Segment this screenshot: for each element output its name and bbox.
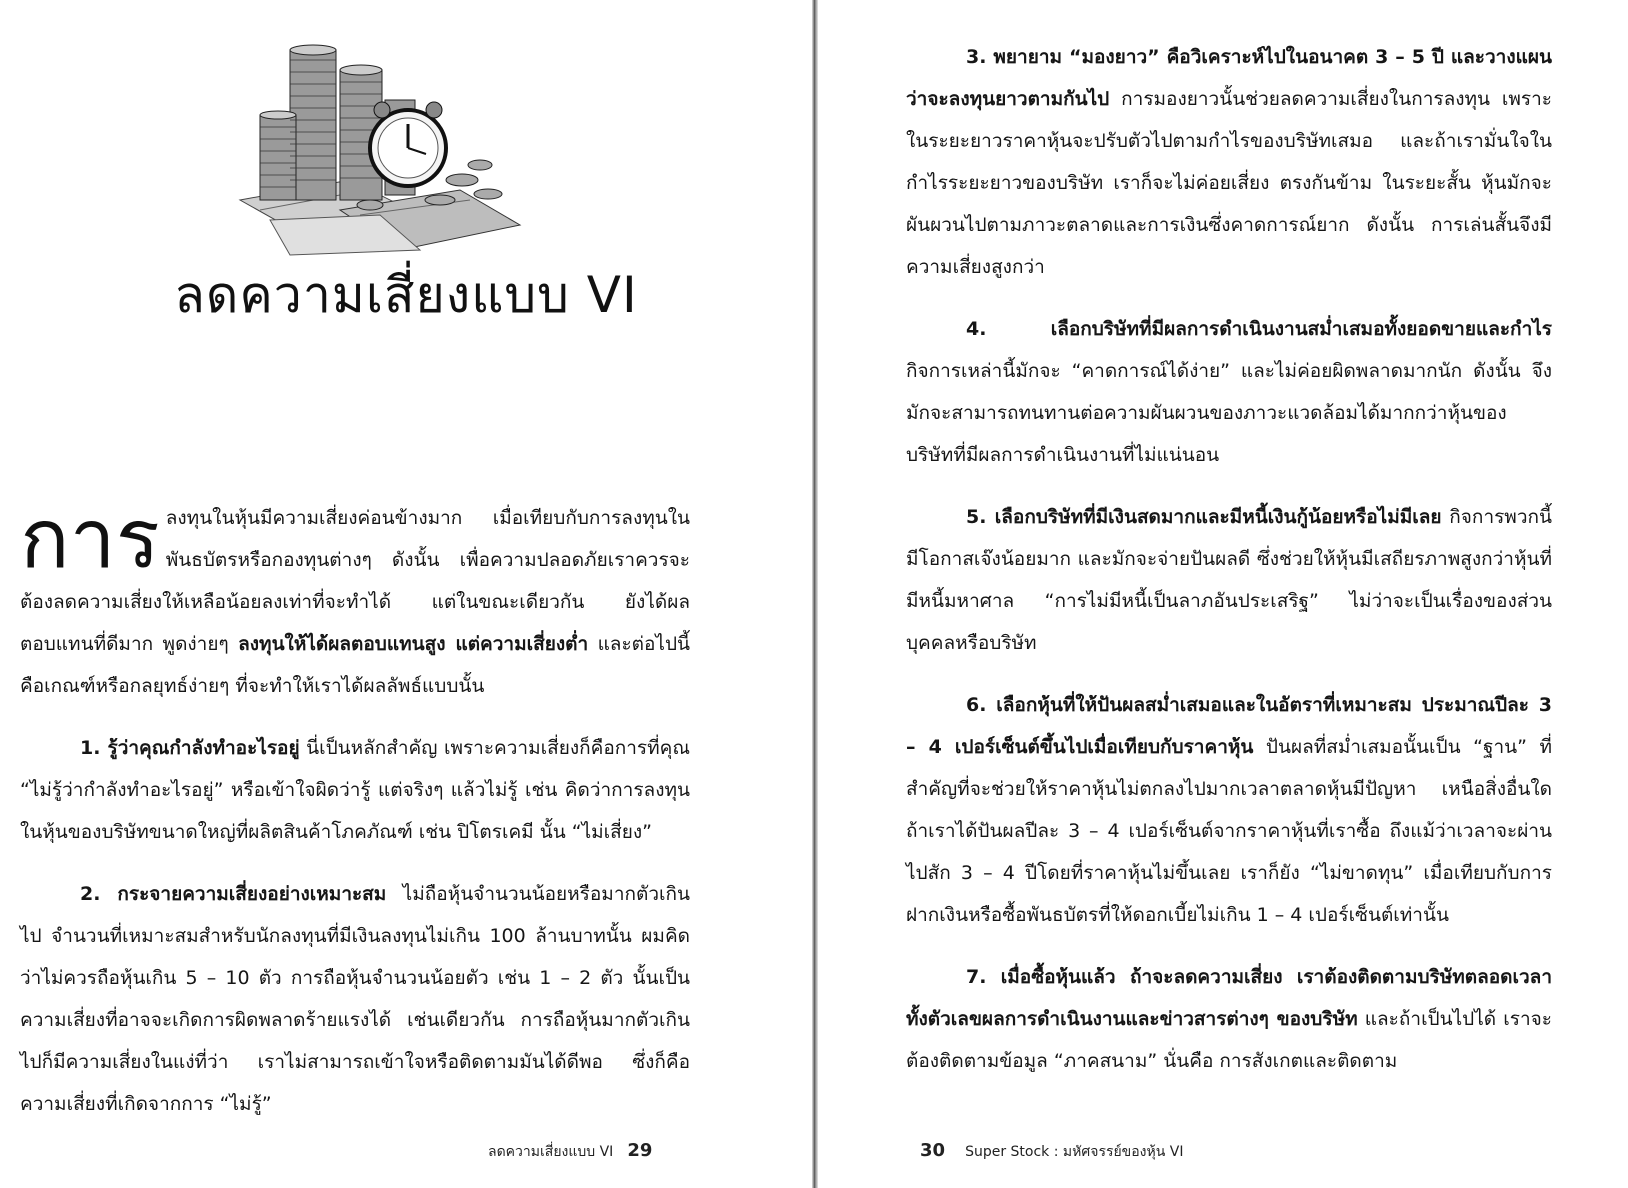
item-5: [906, 496, 1552, 664]
right-footer: [920, 1140, 1183, 1163]
item-4: [906, 308, 1552, 476]
item-3-text: การมองยาวนั้นช่วยลดความเสี่ยงในการลงทุน เพราะในระยะยาวราคาหุ้นจะปรับตัวไปตามกำไรของบริษัทเสมอ และถ้าเรามั่นใจในกำไรระยะยาวของบริษัท เราก็จะไม่ค่อยเสี่ยง ตรงกันข้าม ในระยะสั้น หุ้นมักจะผันผวนไปตามภาวะตลาดและการเงินซึ่งคาดการณ์ยาก ดังนั้น การเล่นสั้นจึงมีความเสี่ยงสูงกว่า: [906, 88, 1552, 278]
item-2-heading: 2. กระจายความเสี่ยงอย่างเหมาะสม: [80, 883, 387, 905]
item-7-heading: 7. เมื่อซื้อหุ้นแล้ว ถ้าจะลดความเสี่ยง เราต้องติดตามบริษัทตลอดเวลา ทั้งตัวเลขผลการดำเนินงานและข่าวสารต่างๆ ของบริษัท: [906, 966, 1552, 1030]
item-3-heading: 3. พยายาม “มองยาว” คือวิเคราะห์ไปในอนาคต 3 – 5 ปี และวางแผนว่าจะลงทุนยาวตามกันไป: [906, 46, 1552, 110]
coins-clock-illustration: [230, 30, 530, 260]
item-3: [906, 36, 1552, 288]
intro-paragraph: [20, 492, 691, 707]
left-body: [20, 492, 691, 1125]
chapter-title: ลดความเสี่ยงแบบ VI: [174, 266, 638, 324]
item-6-heading: 6. เลือกหุ้นที่ให้ปันผลสม่ำเสมอและในอัตราที่เหมาะสม ประมาณปีละ 3 – 4 เปอร์เซ็นต์ขึ้นไปเมื่อเทียบกับราคาหุ้น: [906, 694, 1552, 758]
right-body: [906, 36, 1552, 1082]
running-footer-left: ลดความเสี่ยงแบบ VI: [488, 1144, 614, 1160]
item-4-heading: 4. เลือกบริษัทที่มีผลการดำเนินงานสม่ำเสมอทั้งยอดขายและกำไร: [966, 318, 1552, 340]
item-2: [20, 873, 690, 1125]
item-7-text: และถ้าเป็นไปได้ เราจะต้องติดตามข้อมูล “ภาคสนาม” นั่นคือ การสังเกตและติดตาม: [906, 1008, 1552, 1072]
intro-bold: ลงทุนให้ได้ผลตอบแทนสูง แต่ความเสี่ยงต่ำ: [238, 633, 589, 655]
item-7: [906, 956, 1552, 1082]
item-2-text: ไม่ถือหุ้นจำนวนน้อยหรือมากตัวเกินไป จำนวนที่เหมาะสมสำหรับนักลงทุนที่มีเงินลงทุนไม่เกิน 100 ล้านบาทนั้น ผมคิดว่าไม่ควรถือหุ้นเกิน 5 – 10 ตัว การถือหุ้นจำนวนน้อยตัว เช่น 1 – 2 ตัว นั้นเป็นความเสี่ยงที่อาจจะเกิดการผิดพลาดร้ายแรงได้ เช่นเดียวกัน การถือหุ้นมากตัวเกินไปก็มีความเสี่ยงในแง่ที่ว่า เราไม่สามารถเข้าใจหรือติดตามมันได้ดีพอ ซึ่งก็คือความเสี่ยงที่เกิดจากการ “ไม่รู้”: [20, 883, 690, 1115]
running-footer-right: Super Stock : มหัศจรรย์ของหุ้น VI: [965, 1144, 1184, 1160]
item-6-text: ปันผลที่สม่ำเสมอนั้นเป็น “ฐาน” ที่สำคัญที่จะช่วยให้ราคาหุ้นไม่ตกลงไปมากเวลาตลาดหุ้นมีปัญหา เหนือสิ่งอื่นใด ถ้าเราได้ปันผลปีละ 3 – 4 เปอร์เซ็นต์จากราคาหุ้นที่เราซื้อ ถึงแม้ว่าเวลาจะผ่านไปสัก 3 – 4 ปีโดยที่ราคาหุ้นไม่ขึ้นเลย เราก็ยัง “ไม่ขาดทุน” เมื่อเทียบกับการฝากเงินหรือซื้อพันธบัตรที่ให้ดอกเบี้ยไม่เกิน 1 – 4 เปอร์เซ็นต์เท่านั้น: [906, 736, 1552, 926]
item-1-heading: 1. รู้ว่าคุณกำลังทำอะไรอยู่: [80, 737, 300, 759]
intro-text-a: ลงทุนในหุ้นมีความเสี่ยงค่อนข้างมาก เมื่อเทียบกับการลงทุนในพันธบัตรหรือกองทุนต่างๆ ดังนั้น เพื่อความปลอดภัยเราควรจะต้องลดความเสี่ยงให้เหลือน้อยลงเท่าที่จะทำได้ แต่ในขณะเดียวกัน ยังได้ผลตอบแทนที่ดีมาก พูดง่ายๆ: [20, 507, 690, 655]
intro-text-b: และต่อไปนี้คือเกณฑ์หรือกลยุทธ์ง่ายๆ ที่จะทำให้เราได้ผลลัพธ์แบบนั้น: [20, 633, 691, 697]
left-footer: [488, 1140, 652, 1163]
right-page: [818, 0, 1628, 1188]
drop-cap: การ: [20, 492, 160, 587]
page-number-right: 30: [920, 1140, 946, 1161]
item-1: [20, 727, 690, 853]
item-5-heading: 5. เลือกบริษัทที่มีเงินสดมากและมีหนี้เงินกู้น้อยหรือไม่มีเลย: [966, 506, 1442, 528]
item-5-text: กิจการพวกนี้มีโอกาสเจ๊งน้อยมาก และมักจะจ่ายปันผลดี ซึ่งช่วยให้หุ้นมีเสถียรภาพสูงกว่าหุ้นที่มีหนี้มหาศาล “การไม่มีหนี้เป็นลาภอันประเสริฐ” ไม่ว่าจะเป็นเรื่องของส่วนบุคคลหรือบริษัท: [906, 506, 1552, 654]
item-1-text: นี่เป็นหลักสำคัญ เพราะความเสี่ยงก็คือการที่คุณ “ไม่รู้ว่ากำลังทำอะไรอยู่” หรือเข้าใจผิดว่ารู้ แต่จริงๆ แล้วไม่รู้ เช่น คิดว่าการลงทุนในหุ้นของบริษัทขนาดใหญ่ที่ผลิตสินค้าโภคภัณฑ์ เช่น ปิโตรเคมี นั้น “ไม่เสี่ยง”: [20, 737, 690, 843]
left-page: [0, 0, 812, 1188]
item-6: [906, 684, 1552, 936]
page-number-left: 29: [627, 1140, 653, 1161]
item-4-text: กิจการเหล่านี้มักจะ “คาดการณ์ได้ง่าย” และไม่ค่อยผิดพลาดมากนัก ดังนั้น จึงมักจะสามารถทนทานต่อความผันผวนของภาวะแวดล้อมได้มากกว่าหุ้นของบริษัทที่มีผลการดำเนินงานที่ไม่แน่นอน: [906, 360, 1552, 466]
